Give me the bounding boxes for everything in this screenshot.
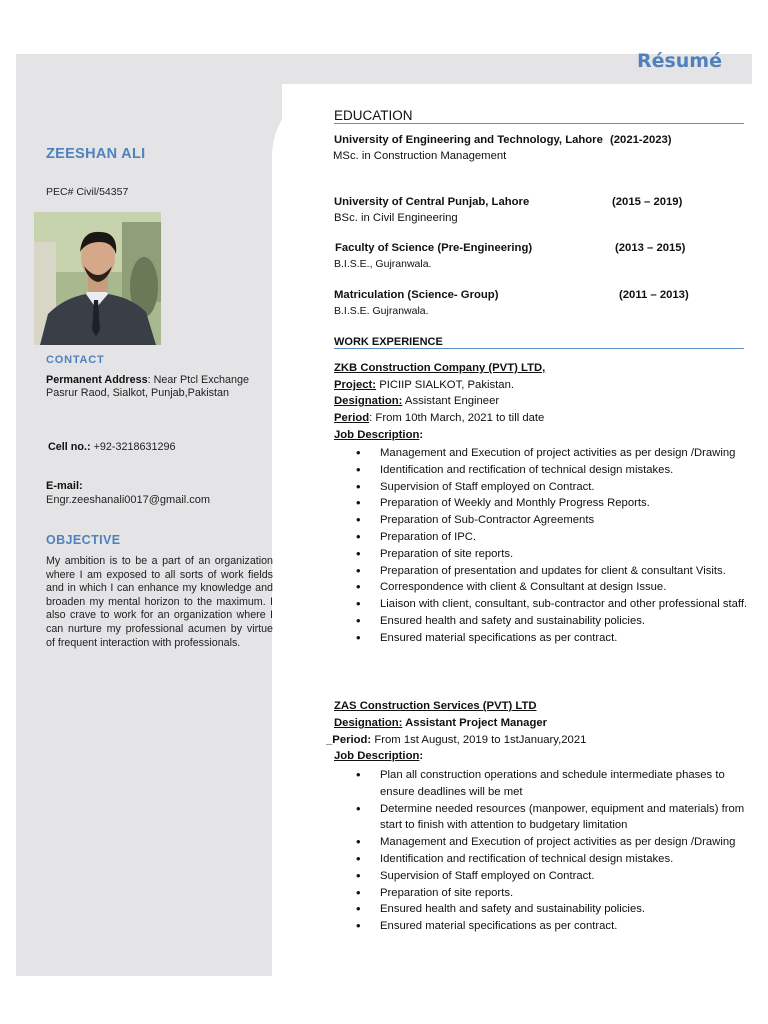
duty-item: • Ensured health and safety and sustainability policies. — [334, 901, 750, 918]
permanent-address — [46, 374, 258, 400]
duty-item: • Preparation of presentation and updates for client & consultant Visits. — [334, 563, 750, 580]
education-degree: B.I.S.E., Gujranwala. — [334, 258, 432, 270]
duty-item: • Supervision of Staff employed on Contract. — [334, 479, 750, 496]
address-label: Permanent Address — [46, 374, 148, 386]
education-degree: BSc. in Civil Engineering — [334, 212, 458, 224]
education-institution: Faculty of Science (Pre-Engineering) — [335, 242, 533, 254]
candidate-name: ZEESHAN ALI — [46, 146, 146, 162]
period-label: _Period: — [326, 734, 372, 746]
education-years: (2015 – 2019) — [612, 196, 683, 208]
duty-item: • Preparation of Sub-Contractor Agreements — [334, 512, 750, 529]
job-description-text: Job Description — [334, 429, 420, 441]
designation-value: Assistant Engineer — [402, 395, 500, 407]
job-description-label: Job Description: — [334, 750, 424, 762]
duty-item: • Plan all construction operations and schedule intermediate phases to ensure deadlines will be met — [334, 767, 750, 801]
education-institution: University of Central Punjab, Lahore — [334, 196, 530, 208]
sidebar — [46, 146, 274, 649]
duty-item: • Supervision of Staff employed on Contract. — [334, 868, 750, 885]
project-value: PICIIP SIALKOT, Pakistan. — [376, 379, 514, 391]
cell-label: Cell no.: — [48, 441, 91, 453]
period-line — [326, 734, 586, 746]
duty-item: • Preparation of Weekly and Monthly Progress Reports. — [334, 495, 750, 512]
duty-item: • Management and Execution of project activities as per design /Drawing — [334, 445, 750, 462]
email-address: Engr.zeeshanali0017@gmail.com — [46, 494, 211, 506]
duty-item: • Determine needed resources (manpower, equipment and materials) from start to finish with attention to budgetary limitation — [334, 801, 750, 835]
period-value: From 1st August, 2019 to 1stJanuary,2021 — [371, 734, 587, 746]
designation-label: Designation: — [334, 717, 403, 729]
education-degree: B.I.S.E. Gujranwala. — [334, 305, 429, 317]
education-years: (2021-2023) — [610, 134, 672, 146]
objective-text: My ambition is to be a part of an organization where I am exposed to all sorts of work fields and in which I can enhance my knowledge and broaden my mental horizon to the maximum. I also crave to work for an organization where I can nurture my professional acumen by virtue of frequent interaction with professionals. — [46, 555, 273, 649]
education-institution: University of Engineering and Technology, Lahore — [334, 134, 603, 146]
duty-item: • Liaison with client, consultant, sub-contractor and other professional staff. — [334, 596, 750, 613]
duty-item: • Preparation of site reports. — [334, 546, 750, 563]
page-title: Résumé — [636, 50, 722, 72]
duty-item: • Ensured material specifications as per contract. — [334, 630, 750, 647]
email-label: E-mail: — [46, 480, 83, 492]
cell-value: +92-3218631296 — [90, 441, 176, 453]
profile-photo — [34, 212, 161, 345]
duty-item: • Preparation of IPC. — [334, 529, 750, 546]
duty-item: • Management and Execution of project activities as per design /Drawing — [334, 834, 750, 851]
education-heading: EDUCATION — [334, 108, 744, 124]
education-degree: MSc. in Construction Management — [333, 150, 507, 162]
company-name: ZAS Construction Services (PVT) LTD — [334, 700, 537, 712]
designation-line — [334, 395, 499, 407]
duty-item: • Identification and rectification of technical design mistakes. — [334, 851, 750, 868]
period-line — [334, 412, 544, 424]
duty-item: • Preparation of site reports. — [334, 885, 750, 902]
work-experience-heading: WORK EXPERIENCE — [334, 336, 744, 349]
designation-label: Designation: — [334, 395, 403, 407]
portrait-image — [34, 212, 161, 345]
objective-heading: OBJECTIVE — [46, 533, 121, 547]
job-description-label: Job Description: — [334, 429, 424, 441]
duties-list — [334, 445, 750, 647]
designation-value: Assistant Project Manager — [402, 717, 548, 729]
education-institution: Matriculation (Science- Group) — [334, 289, 499, 301]
pec-number: PEC# Civil/54357 — [46, 186, 129, 198]
designation-line — [334, 717, 547, 729]
company-name: ZKB Construction Company (PVT) LTD, — [334, 362, 546, 374]
project-line — [334, 379, 514, 391]
project-label: Project: — [334, 379, 377, 391]
duties-list — [334, 767, 750, 935]
period-value: : From 10th March, 2021 to till date — [369, 412, 545, 424]
duty-item: • Ensured health and safety and sustainability policies. — [334, 613, 750, 630]
education-years: (2011 – 2013) — [619, 289, 689, 301]
address-text: : Near Ptcl Exchange Pasrur Raod, Sialkot, Punjab,Pakistan — [46, 374, 250, 399]
contact-heading: CONTACT — [46, 354, 105, 366]
duty-item: • Identification and rectification of technical design mistakes. — [334, 462, 750, 479]
cell-number — [48, 441, 176, 453]
duty-item: • Ensured material specifications as per contract. — [334, 918, 750, 935]
duty-item: • Correspondence with client & Consultant at design Issue. — [334, 579, 750, 596]
period-label: Period — [334, 412, 370, 424]
job-description-text: Job Description — [334, 750, 420, 762]
education-years: (2013 – 2015) — [615, 242, 686, 254]
